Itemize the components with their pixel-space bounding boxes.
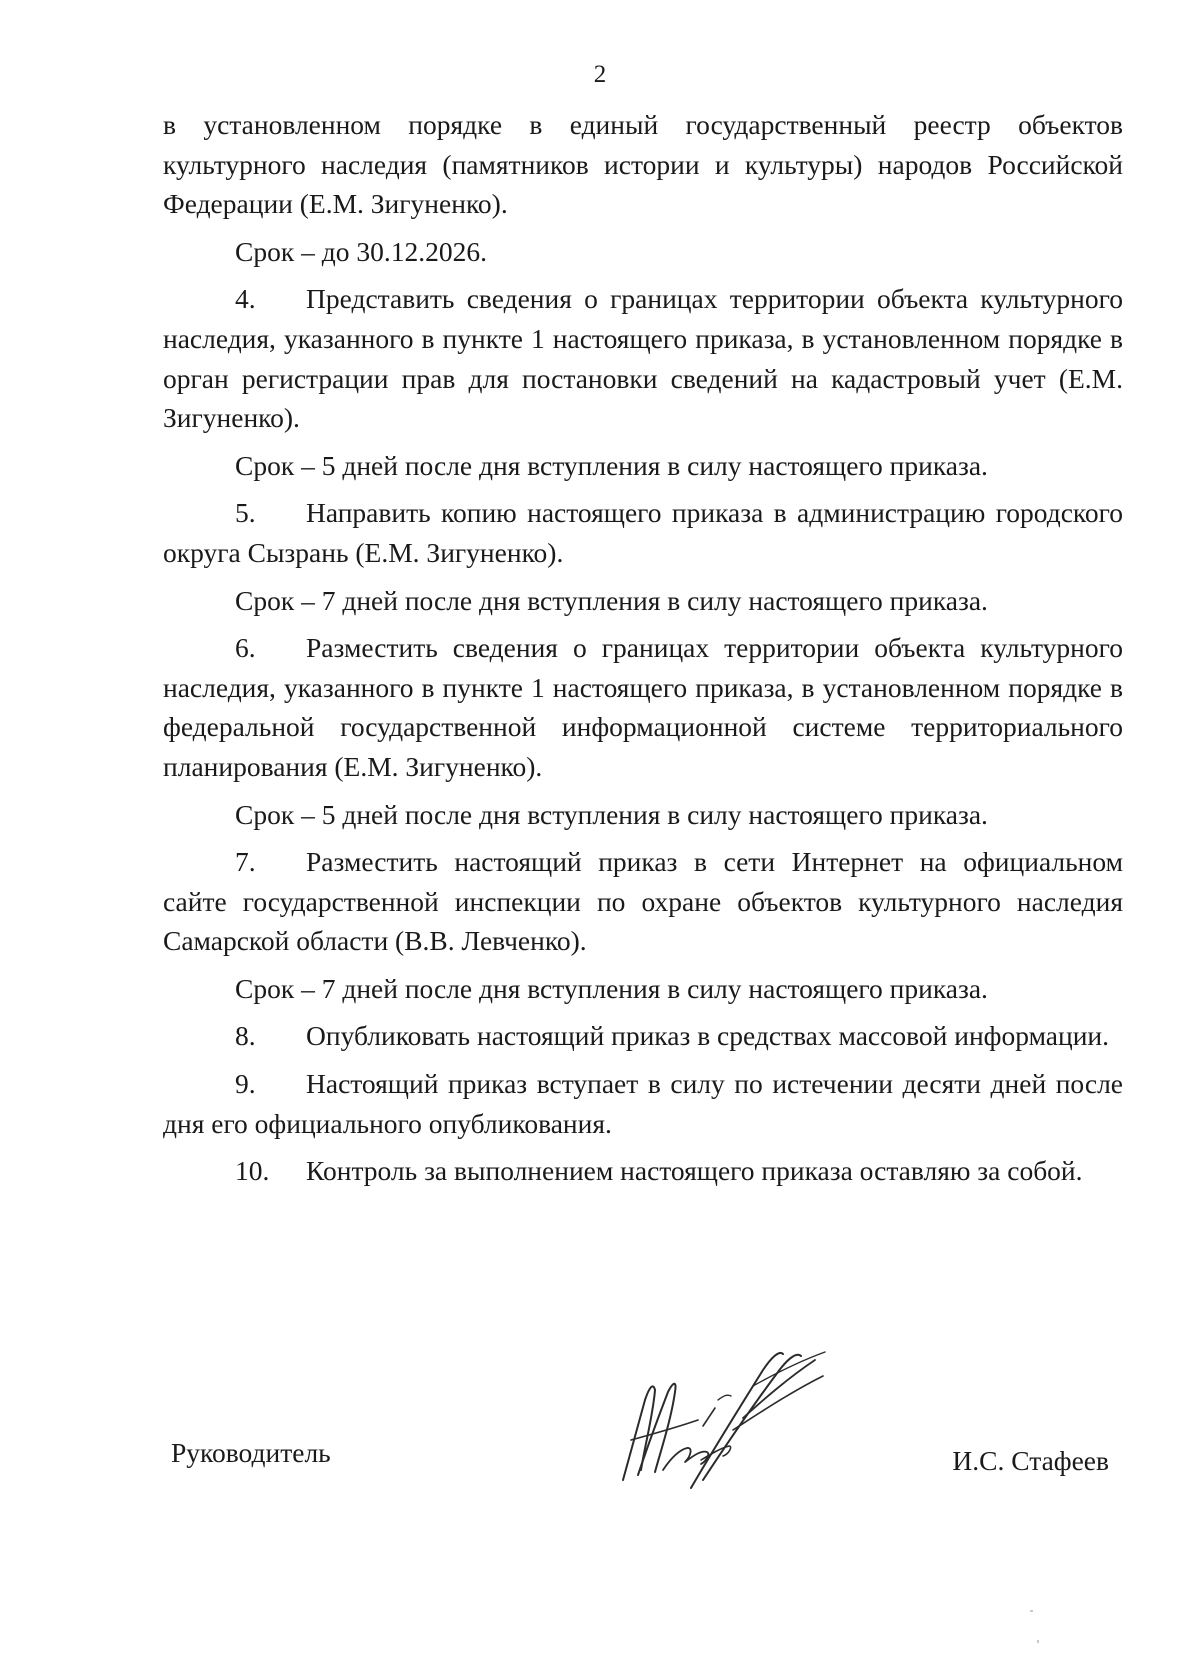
- paragraph-text: Опубликовать настоящий приказ в средствах массовой информации.: [306, 1020, 1110, 1052]
- paragraph-item-4: [163, 279, 1123, 437]
- paragraph-text: Срок – 7 дней после дня вступления в силу настоящего приказа.: [235, 584, 988, 616]
- paragraph-deadline: [163, 446, 1123, 486]
- paragraph-text: Разместить настоящий приказ в сети Интернет на официальном сайте государственной инспекции по охране объектов культурного наследия Самарской области (В.В. Левченко).: [163, 846, 1123, 957]
- handwritten-signature: [583, 1330, 833, 1500]
- paragraph-text: Представить сведения о границах территории объекта культурного наследия, указанного в пункте 1 настоящего приказа, в установленном порядке в орган регистрации прав для постановки сведений на кадастровый учет (Е.М. Зигуненко).: [163, 283, 1123, 434]
- paragraph-text: в установленном порядке в единый государственный реестр объектов культурного наследия (памятников истории и культуры) народов Российской Федерации (Е.М. Зигуненко).: [163, 109, 1123, 220]
- page-number: 2: [593, 61, 607, 88]
- scan-artifact: [1037, 1640, 1039, 1643]
- paragraph-text: Настоящий приказ вступает в силу по истечении десяти дней после дня его официального опубликования.: [163, 1068, 1123, 1139]
- paragraph-text: Разместить сведения о границах территории объекта культурного наследия, указанного в пункте 1 настоящего приказа, в установленном порядке в федеральной государственной информационной системе территориального планирования (Е.М. Зигуненко).: [163, 632, 1123, 782]
- paragraph-item-8: [163, 1016, 1123, 1056]
- signatory-role: Руководитель: [171, 1437, 331, 1468]
- item-number: 4.: [235, 283, 256, 315]
- paragraph-text: Срок – до 30.12.2026.: [235, 235, 487, 267]
- signature-block: [163, 1360, 1123, 1510]
- order-body: [163, 105, 1123, 1191]
- signatory-name: И.С. Стафеев: [952, 1445, 1109, 1476]
- item-number: 5.: [235, 497, 256, 529]
- paragraph-deadline: [163, 232, 1123, 272]
- paragraph-continuation: [163, 105, 1123, 224]
- item-number: 6.: [235, 632, 256, 664]
- paragraph-text: Срок – 5 дней после дня вступления в силу настоящего приказа.: [235, 449, 988, 481]
- paragraph-item-9: [163, 1064, 1123, 1143]
- paragraph-text: Срок – 5 дней после дня вступления в силу настоящего приказа.: [235, 798, 988, 830]
- paragraph-text: Срок – 7 дней после дня вступления в силу настоящего приказа.: [235, 972, 988, 1004]
- paragraph-text: Контроль за выполнением настоящего приказа оставляю за собой.: [306, 1155, 1083, 1187]
- item-number: 10.: [235, 1155, 270, 1187]
- item-number: 8.: [235, 1020, 256, 1052]
- scan-artifact: [1030, 1610, 1033, 1612]
- paragraph-deadline: [163, 581, 1123, 621]
- paragraph-text: Направить копию настоящего приказа в администрацию городского округа Сызрань (Е.М. Зигуненко).: [163, 497, 1123, 568]
- paragraph-item-5: [163, 493, 1123, 572]
- item-number: 7.: [235, 846, 256, 878]
- paragraph-deadline: [163, 969, 1123, 1009]
- paragraph-item-6: [163, 628, 1123, 786]
- paragraph-deadline: [163, 795, 1123, 835]
- paragraph-item-10: [163, 1151, 1123, 1191]
- item-number: 9.: [235, 1068, 256, 1100]
- paragraph-item-7: [163, 842, 1123, 961]
